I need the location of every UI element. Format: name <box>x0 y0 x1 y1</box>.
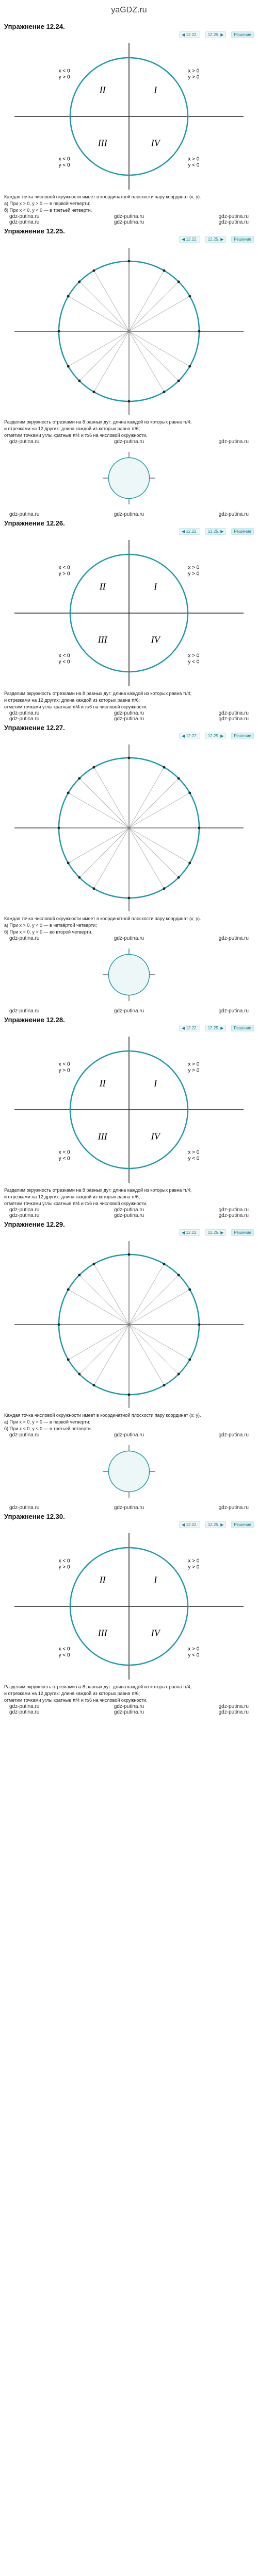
prev-exercise-button[interactable]: ◀ 12.22. <box>179 1229 200 1236</box>
exercise-text-line: б) При x < 0, y < 0 — в третьей четверти. <box>4 208 92 213</box>
quadrant-numeral-q3: III <box>98 138 107 148</box>
quadrant-condition-q4: y < 0 <box>188 1652 200 1658</box>
angle-point <box>188 1289 191 1291</box>
quadrant-condition-q3: y < 0 <box>58 659 70 665</box>
quadrant-condition-q3: x < 0 <box>58 156 70 162</box>
exercise-figure <box>4 1032 254 1187</box>
watermark-text: gdz-putina.ru <box>114 1432 144 1438</box>
quadrant-numeral-q1: I <box>154 1078 157 1089</box>
exercise-nav <box>4 31 254 38</box>
exercise-text-line: а) При x > 0, y > 0 — в первой четверти; <box>4 1419 91 1425</box>
radial-line <box>129 1290 190 1325</box>
watermark-text: gdz-putina.ru <box>114 1008 144 1014</box>
angle-point <box>128 1394 131 1396</box>
radial-line <box>129 828 179 877</box>
quadrant-condition-q2: x < 0 <box>58 565 70 571</box>
radial-line <box>129 270 164 331</box>
watermark-row <box>4 214 254 219</box>
quadrant-numeral-q1: I <box>154 84 157 95</box>
angle-point <box>78 777 80 779</box>
angle-point <box>163 1263 166 1265</box>
angle-point <box>188 1359 191 1361</box>
watermark-text: gdz-putina.ru <box>9 1432 40 1438</box>
watermark-row <box>4 1505 254 1511</box>
watermark-text: gdz-putina.ru <box>114 716 144 722</box>
exercise-section <box>0 1513 258 1715</box>
angle-point <box>163 766 166 769</box>
quadrant-numeral-q4: IV <box>151 1628 160 1638</box>
solution-button[interactable]: Решение <box>231 1025 254 1031</box>
exercise-figure <box>4 740 254 916</box>
angle-point <box>163 887 166 890</box>
angle-point <box>178 280 180 283</box>
watermark-text: gdz-putina.ru <box>114 1207 144 1213</box>
quadrant-condition-q4: x > 0 <box>188 1646 200 1652</box>
quadrant-condition-q1: y > 0 <box>188 1564 200 1570</box>
exercise-section <box>0 227 258 517</box>
watermark-text: gdz-putina.ru <box>114 439 144 445</box>
next-exercise-button[interactable]: 12.25. ▶ <box>205 733 227 739</box>
watermark-row <box>4 512 254 517</box>
radial-line <box>129 331 164 392</box>
quadrant-condition-q2: x < 0 <box>58 68 70 74</box>
quadrant-condition-q4: x > 0 <box>188 156 200 162</box>
solution-button[interactable]: Решение <box>231 1229 254 1236</box>
angle-point <box>198 1324 201 1326</box>
exercise-figure <box>4 1237 254 1412</box>
radial-line <box>79 1325 129 1374</box>
radial-line <box>129 1264 164 1325</box>
radial-line <box>79 282 129 331</box>
watermark-text: gdz-putina.ru <box>9 936 40 941</box>
small-circle-wrap <box>4 1443 254 1500</box>
quadrant-numeral-q2: II <box>99 1078 106 1089</box>
angle-point <box>163 1384 166 1386</box>
prev-exercise-button[interactable]: ◀ 12.22. <box>179 1025 200 1031</box>
angle-point <box>198 827 201 829</box>
angle-point <box>163 391 166 393</box>
exercise-text-line: Разделим окружность отрезками на 8 равных дуг: длина каждой из которых равна π/4; <box>4 1684 192 1689</box>
exercise-figure <box>4 39 254 194</box>
solution-button[interactable]: Решение <box>231 528 254 535</box>
prev-exercise-button[interactable]: ◀ 12.22. <box>179 1521 200 1528</box>
exercise-title: Упражнение 12.29. <box>4 1221 65 1228</box>
quadrant-condition-q4: y < 0 <box>188 659 200 665</box>
radial-line <box>68 1325 129 1360</box>
watermark-text: gdz-putina.ru <box>218 214 249 219</box>
solution-button[interactable]: Решение <box>231 1521 254 1528</box>
watermark-text: gdz-putina.ru <box>9 1505 40 1511</box>
watermark-row <box>4 1213 254 1218</box>
radial-line <box>129 828 164 889</box>
exercise-nav <box>4 528 254 535</box>
quadrant-numeral-q2: II <box>99 84 106 95</box>
watermark-text: gdz-putina.ru <box>114 1704 144 1709</box>
exercise-text-line: и отрезками на 12 других: длина каждой из которых равна π/6; <box>4 1691 140 1696</box>
exercise-title: Упражнение 12.25. <box>4 227 65 235</box>
watermark-text: gdz-putina.ru <box>9 512 40 517</box>
angle-point <box>178 777 180 779</box>
exercise-title: Упражнение 12.26. <box>4 519 65 527</box>
quadrant-numeral-q2: II <box>99 1574 106 1585</box>
exercise-text-line: Каждая точка числовой окружности имеет в координатной плоскости пару координат (x; y). <box>4 1413 201 1418</box>
watermark-text: gdz-putina.ru <box>9 439 40 445</box>
watermark-text: gdz-putina.ru <box>9 1709 40 1715</box>
angle-point <box>93 391 95 393</box>
radial-line <box>129 778 179 828</box>
angle-point <box>67 365 70 368</box>
radial-line <box>129 828 190 863</box>
quadrant-condition-q1: x > 0 <box>188 1061 200 1067</box>
quadrant-condition-q1: y > 0 <box>188 1067 200 1074</box>
radial-line <box>94 1264 129 1325</box>
solution-button[interactable]: Решение <box>231 31 254 38</box>
next-exercise-button[interactable]: 12.25. ▶ <box>205 31 227 38</box>
angle-point <box>67 792 70 794</box>
watermark-row <box>4 716 254 722</box>
angle-point <box>78 876 80 879</box>
solution-button[interactable]: Решение <box>231 733 254 739</box>
watermark-text: gdz-putina.ru <box>218 1709 249 1715</box>
watermark-row <box>4 1709 254 1715</box>
quadrant-condition-q2: y > 0 <box>58 74 70 80</box>
angle-point <box>128 260 131 263</box>
radial-line <box>68 331 129 366</box>
quadrant-figure <box>4 39 254 194</box>
radial-line <box>79 331 129 381</box>
quadrant-condition-q3: x < 0 <box>58 1149 70 1156</box>
exercise-figure <box>4 244 254 419</box>
quadrant-condition-q2: x < 0 <box>58 1558 70 1564</box>
quadrant-condition-q2: y > 0 <box>58 1564 70 1570</box>
quadrant-condition-q4: y < 0 <box>188 162 200 168</box>
angle-point <box>78 380 80 382</box>
angle-point <box>58 1324 60 1326</box>
quadrant-condition-q2: x < 0 <box>58 1061 70 1067</box>
angle-point <box>93 269 95 272</box>
small-circle-figure <box>101 1443 157 1500</box>
exercise-title: Упражнение 12.28. <box>4 1016 65 1024</box>
watermark-text: gdz-putina.ru <box>114 1213 144 1218</box>
next-exercise-button[interactable]: 12.25. ▶ <box>205 528 227 535</box>
quadrant-condition-q2: y > 0 <box>58 1067 70 1074</box>
exercise-text-line: отметим точками углы кратные π/4 и π/6 на числовой окружности. <box>4 433 148 438</box>
angle-point <box>178 876 180 879</box>
angle-point <box>78 1274 80 1276</box>
solution-button[interactable]: Решение <box>231 236 254 243</box>
prev-exercise-button[interactable]: ◀ 12.22. <box>179 31 200 38</box>
watermark-text: gdz-putina.ru <box>218 439 249 445</box>
prev-exercise-button[interactable]: ◀ 12.22. <box>179 733 200 739</box>
watermark-text: gdz-putina.ru <box>218 219 249 225</box>
radial-line <box>68 793 129 828</box>
site-header <box>0 0 258 21</box>
quadrant-condition-q3: y < 0 <box>58 162 70 168</box>
exercise-text-line: б) При x < 0, y < 0 — в третьей четверти. <box>4 1426 92 1431</box>
next-exercise-button[interactable]: 12.25. ▶ <box>205 1229 227 1236</box>
radial-line <box>94 331 129 392</box>
page-content <box>0 23 258 1715</box>
radial-line <box>94 1325 129 1385</box>
prev-exercise-button[interactable]: ◀ 12.22. <box>179 528 200 535</box>
quadrant-numeral-q3: III <box>98 1628 107 1638</box>
exercise-nav <box>4 1025 254 1031</box>
number-circle-figure <box>4 740 254 916</box>
next-exercise-button[interactable]: 12.25. ▶ <box>205 236 227 243</box>
radial-line <box>129 793 190 828</box>
quadrant-condition-q4: x > 0 <box>188 1149 200 1156</box>
exercise-text-line: и отрезками на 12 других: длина каждой из которых равна π/6; <box>4 1194 140 1199</box>
watermark-text: gdz-putina.ru <box>218 716 249 722</box>
watermark-text: gdz-putina.ru <box>218 710 249 716</box>
small-circle-figure <box>101 946 157 1003</box>
quadrant-condition-q4: x > 0 <box>188 653 200 659</box>
angle-point <box>178 1373 180 1376</box>
watermark-text: gdz-putina.ru <box>218 1505 249 1511</box>
watermark-text: gdz-putina.ru <box>9 214 40 219</box>
watermark-row <box>4 219 254 225</box>
exercise-text-line: и отрезками на 12 других: длина каждой из которых равна π/6; <box>4 426 140 431</box>
quadrant-condition-q1: y > 0 <box>188 74 200 80</box>
radial-line <box>94 767 129 828</box>
quadrant-condition-q1: x > 0 <box>188 565 200 571</box>
watermark-text: gdz-putina.ru <box>218 936 249 941</box>
watermark-text: gdz-putina.ru <box>9 716 40 722</box>
radial-line <box>129 331 190 366</box>
quadrant-numeral-q1: I <box>154 1574 157 1585</box>
exercise-title: Упражнение 12.27. <box>4 724 65 732</box>
quadrant-condition-q1: x > 0 <box>188 68 200 74</box>
angle-point <box>188 862 191 865</box>
watermark-row <box>4 1704 254 1709</box>
watermark-text: gdz-putina.ru <box>218 1008 249 1014</box>
exercise-text-line: а) При x > 0, y > 0 — в первой четверти; <box>4 201 91 206</box>
exercise-text-line: Каждая точка числовой окружности имеет в координатной плоскости пару координат (x; y). <box>4 916 201 921</box>
exercise-section <box>0 1016 258 1218</box>
quadrant-figure <box>4 1032 254 1187</box>
small-circle-wrap <box>4 946 254 1003</box>
unit-circle <box>108 954 149 995</box>
quadrant-numeral-q3: III <box>98 634 107 645</box>
unit-circle <box>108 457 149 498</box>
watermark-text: gdz-putina.ru <box>218 1432 249 1438</box>
radial-line <box>129 282 179 331</box>
angle-point <box>188 295 191 298</box>
angle-point <box>128 757 131 759</box>
angle-point <box>93 766 95 769</box>
watermark-row <box>4 1207 254 1213</box>
exercise-nav <box>4 733 254 739</box>
quadrant-numeral-q4: IV <box>151 138 160 148</box>
quadrant-condition-q3: x < 0 <box>58 653 70 659</box>
exercise-text-line: б) При x < 0, y > 0 — во второй четверти. <box>4 929 93 935</box>
angle-point <box>178 380 180 382</box>
angle-point <box>93 887 95 890</box>
watermark-text: gdz-putina.ru <box>114 1505 144 1511</box>
watermark-row <box>4 1008 254 1014</box>
watermark-text: gdz-putina.ru <box>114 936 144 941</box>
exercise-nav <box>4 236 254 243</box>
exercise-title: Упражнение 12.24. <box>4 23 65 30</box>
exercise-text-line: и отрезками на 12 других: длина каждой из которых равна π/6; <box>4 698 140 703</box>
quadrant-numeral-q4: IV <box>151 634 160 645</box>
next-exercise-button[interactable]: 12.25. ▶ <box>205 1521 227 1528</box>
angle-point <box>67 295 70 298</box>
angle-point <box>198 330 201 333</box>
radial-line <box>129 767 164 828</box>
radial-line <box>79 828 129 877</box>
exercise-text-line: отметим точками углы кратные π/4 и π/6 на числовой окружности. <box>4 1201 148 1206</box>
watermark-text: gdz-putina.ru <box>9 219 40 225</box>
quadrant-numeral-q4: IV <box>151 1131 160 1142</box>
radial-line <box>129 1325 179 1374</box>
next-exercise-button[interactable]: 12.25. ▶ <box>205 1025 227 1031</box>
watermark-text: gdz-putina.ru <box>114 214 144 219</box>
exercise-section <box>0 23 258 225</box>
angle-point <box>58 330 60 333</box>
radial-line <box>94 270 129 331</box>
exercise-nav <box>4 1521 254 1528</box>
angle-point <box>58 827 60 829</box>
watermark-text: gdz-putina.ru <box>9 1213 40 1218</box>
angle-point <box>128 897 131 900</box>
exercise-figure <box>4 1529 254 1684</box>
quadrant-condition-q3: y < 0 <box>58 1156 70 1162</box>
angle-point <box>178 1274 180 1276</box>
small-circle-wrap <box>4 450 254 506</box>
watermark-text: gdz-putina.ru <box>218 1207 249 1213</box>
watermark-text: gdz-putina.ru <box>218 1704 249 1709</box>
site-logo-text: yaGDZ.ru <box>111 6 147 14</box>
watermark-row <box>4 439 254 445</box>
quadrant-condition-q4: y < 0 <box>188 1156 200 1162</box>
small-circle-figure <box>101 450 157 506</box>
watermark-text: gdz-putina.ru <box>218 512 249 517</box>
watermark-text: gdz-putina.ru <box>114 710 144 716</box>
watermark-text: gdz-putina.ru <box>114 219 144 225</box>
watermark-text: gdz-putina.ru <box>9 1207 40 1213</box>
angle-point <box>163 269 166 272</box>
radial-line <box>68 1290 129 1325</box>
angle-point <box>128 400 131 403</box>
angle-point <box>67 1289 70 1291</box>
quadrant-condition-q3: y < 0 <box>58 1652 70 1658</box>
angle-point <box>67 862 70 865</box>
quadrant-figure <box>4 536 254 690</box>
angle-point <box>188 792 191 794</box>
exercise-section <box>0 519 258 722</box>
exercise-text-line: отметим точками углы кратные π/4 и π/6 на числовой окружности. <box>4 704 148 709</box>
radial-line <box>68 296 129 331</box>
exercise-figure <box>4 536 254 690</box>
radial-line <box>129 1325 190 1360</box>
angle-point <box>188 365 191 368</box>
quadrant-condition-q1: x > 0 <box>188 1558 200 1564</box>
watermark-text: gdz-putina.ru <box>9 1704 40 1709</box>
radial-line <box>79 1275 129 1325</box>
prev-exercise-button[interactable]: ◀ 12.22. <box>179 236 200 243</box>
radial-line <box>129 1325 164 1385</box>
exercise-text-line: а) При x > 0, y < 0 — в четвёртой четверти; <box>4 923 97 928</box>
exercise-text-line: Разделим окружность отрезками на 8 равных дуг: длина каждой из которых равна π/4; <box>4 1188 192 1193</box>
radial-line <box>129 296 190 331</box>
watermark-text: gdz-putina.ru <box>218 1213 249 1218</box>
number-circle-figure <box>4 1237 254 1412</box>
watermark-text: gdz-putina.ru <box>114 1709 144 1715</box>
quadrant-numeral-q2: II <box>99 581 106 592</box>
watermark-text: gdz-putina.ru <box>9 710 40 716</box>
radial-line <box>68 828 129 863</box>
quadrant-condition-q1: y > 0 <box>188 571 200 577</box>
watermark-row <box>4 710 254 716</box>
exercise-text-line: Каждая точка числовой окружности имеет в координатной плоскости пару координат (x; y). <box>4 194 201 199</box>
angle-point <box>128 1253 131 1256</box>
watermark-text: gdz-putina.ru <box>114 512 144 517</box>
quadrant-numeral-q1: I <box>154 581 157 592</box>
quadrant-condition-q2: y > 0 <box>58 571 70 577</box>
angle-point <box>93 1263 95 1265</box>
exercise-section <box>0 724 258 1014</box>
angle-point <box>93 1384 95 1386</box>
angle-point <box>78 1373 80 1376</box>
radial-line <box>129 1275 179 1325</box>
exercise-section <box>0 1221 258 1511</box>
radial-line <box>79 778 129 828</box>
angle-point <box>78 280 80 283</box>
quadrant-condition-q3: x < 0 <box>58 1646 70 1652</box>
exercise-nav <box>4 1229 254 1236</box>
exercise-text-line: отметим точками углы кратные π/4 и π/6 на числовой окружности. <box>4 1698 148 1703</box>
exercise-text-line: Разделим окружность отрезками на 8 равных дуг: длина каждой из которых равна π/4; <box>4 419 192 425</box>
unit-circle <box>108 1451 149 1492</box>
watermark-row <box>4 1432 254 1438</box>
watermark-row <box>4 936 254 941</box>
exercise-title: Упражнение 12.30. <box>4 1513 65 1520</box>
angle-point <box>67 1359 70 1361</box>
radial-line <box>94 828 129 889</box>
number-circle-figure <box>4 244 254 419</box>
quadrant-numeral-q3: III <box>98 1131 107 1142</box>
quadrant-figure <box>4 1529 254 1684</box>
exercise-text-line: Разделим окружность отрезками на 8 равных дуг: длина каждой из которых равна π/4; <box>4 691 192 696</box>
radial-line <box>129 331 179 381</box>
watermark-text: gdz-putina.ru <box>9 1008 40 1014</box>
